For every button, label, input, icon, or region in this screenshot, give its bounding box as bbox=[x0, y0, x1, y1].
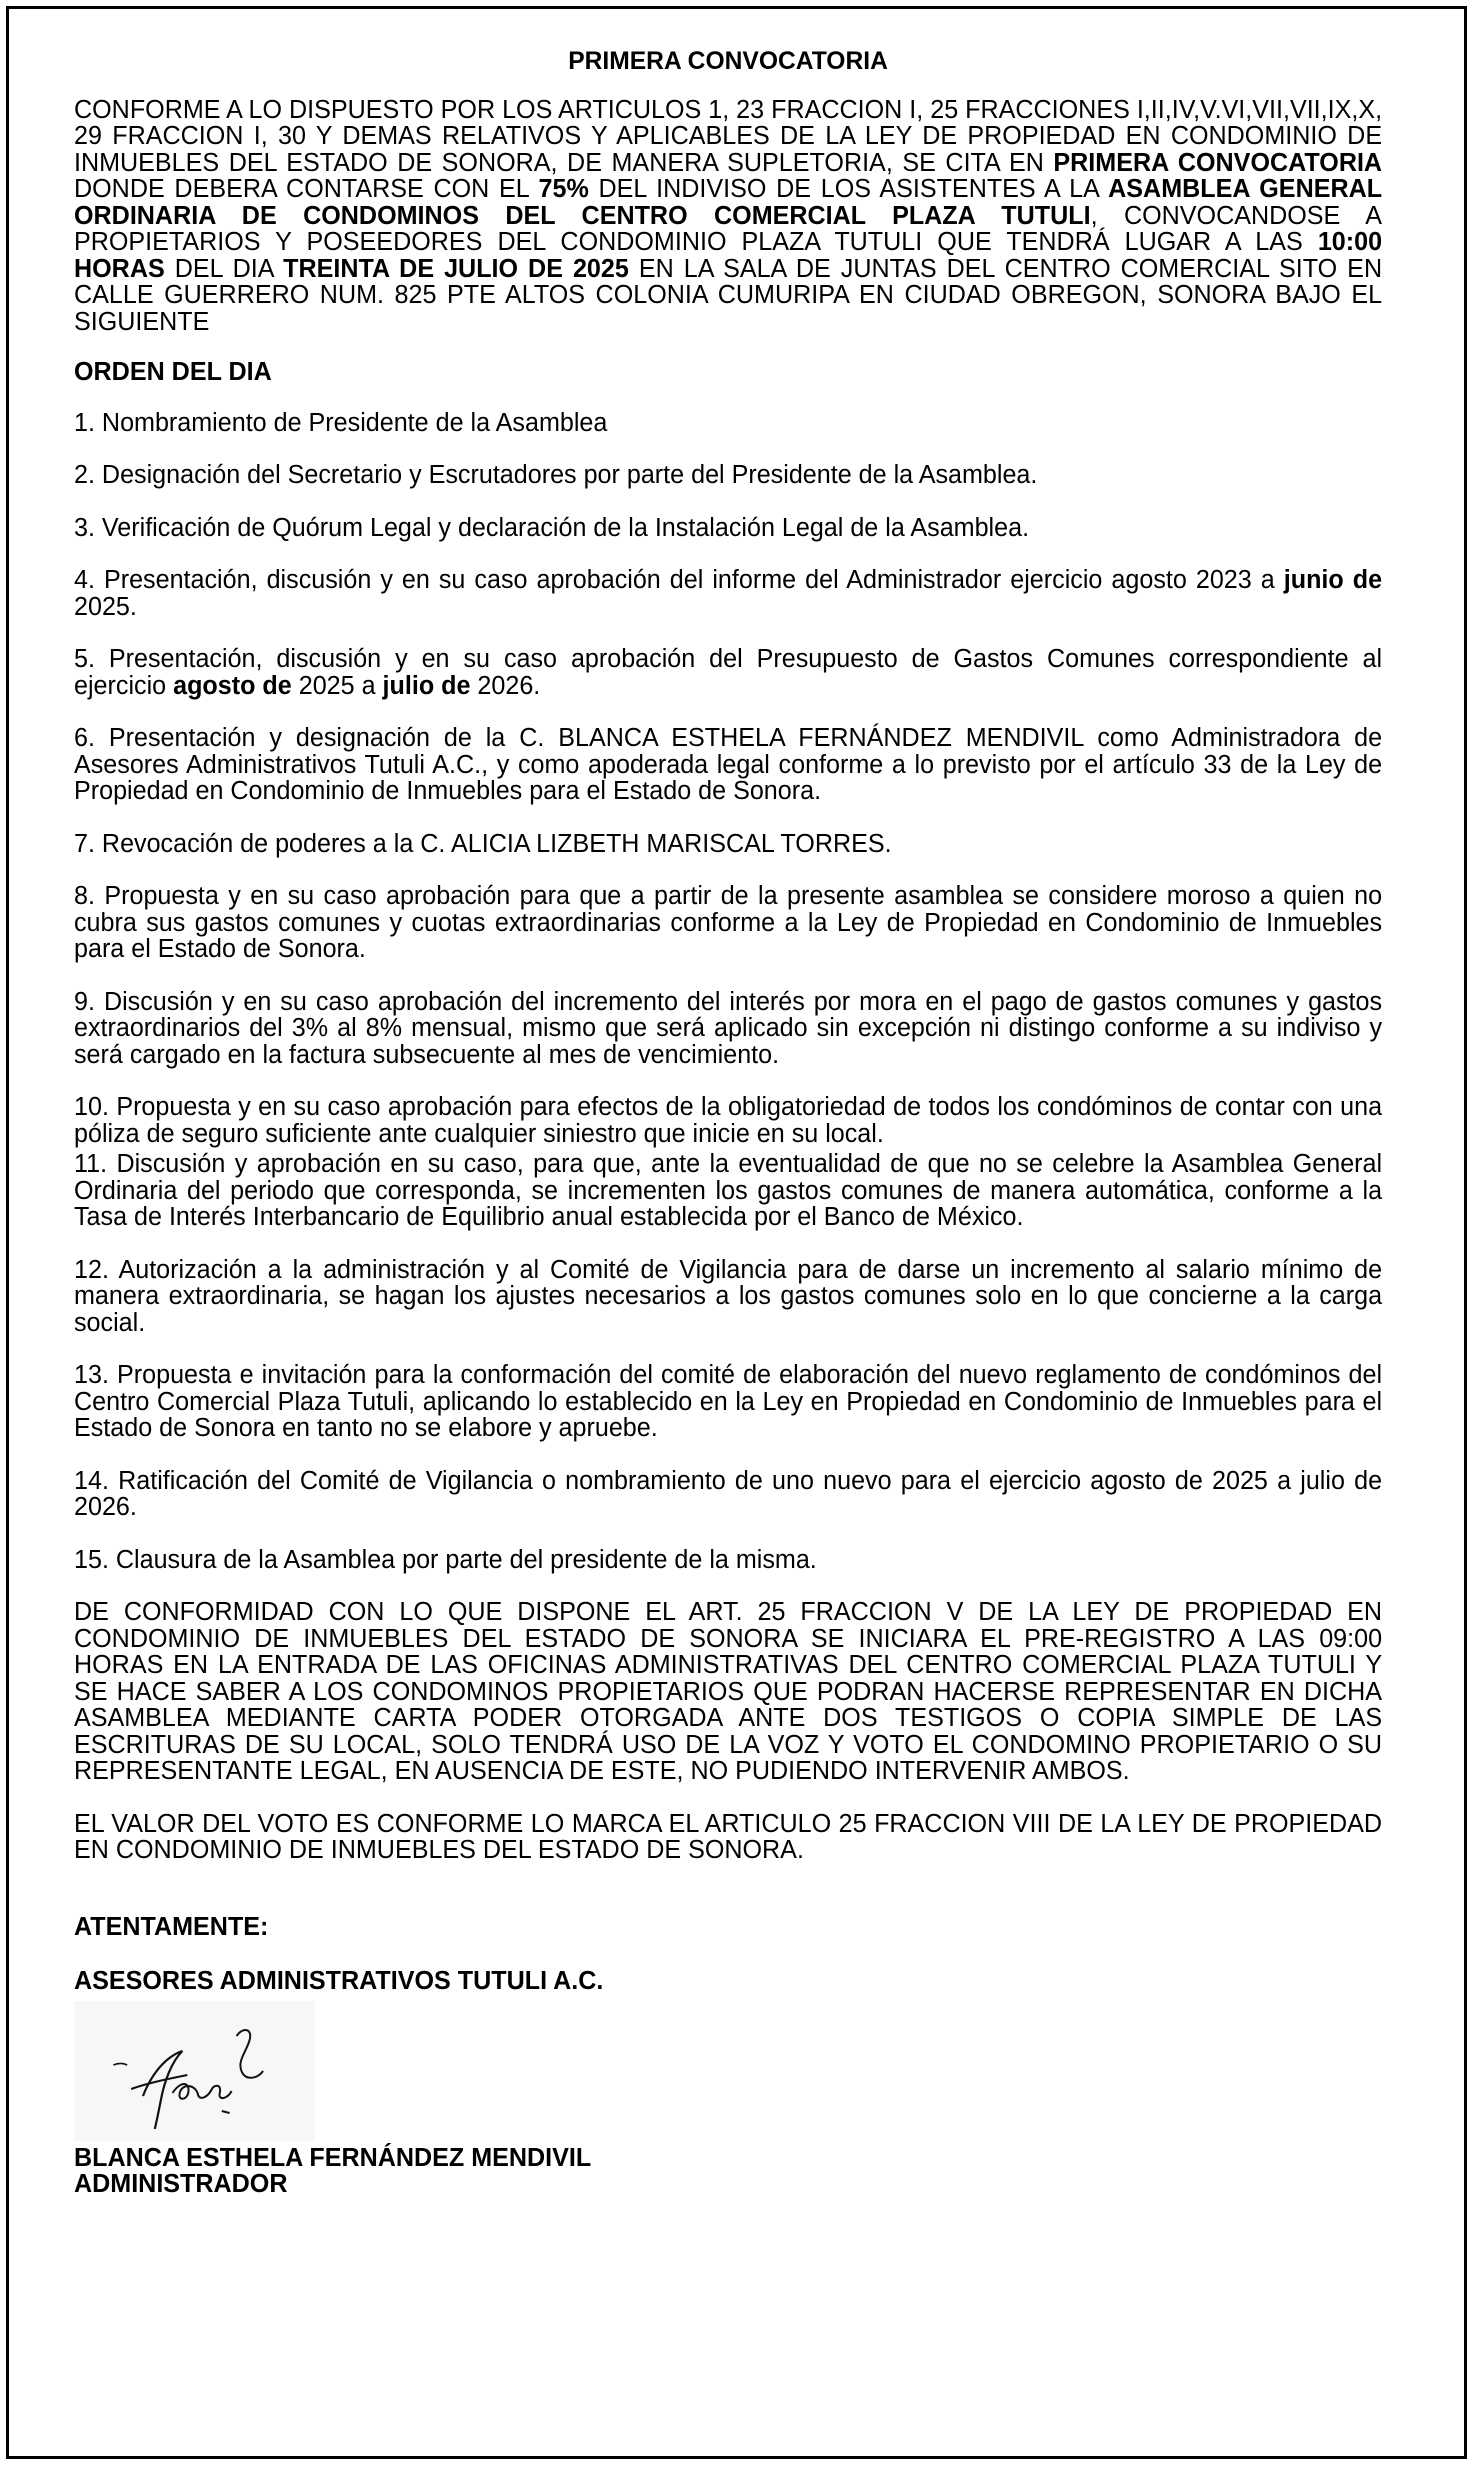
organization-name: ASESORES ADMINISTRATIVOS TUTULI A.C. bbox=[74, 1967, 604, 1995]
agenda-item-12: 12. Autorización a la administración y al Comité de Vigilancia para de darse un incremento al salario mínimo de manera extraordinaria, se hagan los ajustes necesarios a los gastos comunes solo en lo que concierne a la carga social. bbox=[74, 1255, 1383, 1337]
agenda-item-5-text-c: 2025 a bbox=[291, 671, 383, 700]
agenda-item-15: 15. Clausura de la Asamblea por parte del presidente de la misma. bbox=[74, 1545, 817, 1574]
intro-text-6: EN LA SALA DE JUNTAS DEL CENTRO COMERCIAL SITO EN CALLE GUERRERO NUM. 825 PTE ALTOS COLONIA CUMURIPA EN CIUDAD OBREGON, SONORA BAJO EL SIGUIENTE bbox=[74, 254, 1383, 336]
agenda-item-4 bbox=[74, 567, 1382, 620]
agenda-item-13: 13. Propuesta e invitación para la conformación del comité de elaboración del nuevo reglamento de condóminos del Centro Comercial Plaza Tutuli, aplicando lo establecido en la Ley en Propiedad en Condominio de Inmuebles para el Estado de Sonora en tanto no se elabore y apruebe. bbox=[74, 1361, 1383, 1442]
agenda-item-5-bold-d: julio de bbox=[382, 671, 471, 700]
agenda-item-10: 10. Propuesta y en su caso aprobación para efectos de la obligatoriedad de todos los condóminos de contar con una póliza de seguro suficiente ante cualquier siniestro que inicie en su local. bbox=[74, 1093, 1383, 1148]
signature-drawing bbox=[74, 2001, 315, 2141]
intro-text-3: DEL INDIVISO DE LOS ASISTENTES A LA bbox=[588, 175, 1109, 203]
agenda-item-4-text-a: 4. Presentación, discusión y en su caso aprobación del informe del Administrador ejercicio agosto 2023 a bbox=[74, 566, 1284, 594]
agenda-item-11: 11. Discusión y aprobación en su caso, para que, ante la eventualidad de que no se celebre la Asamblea General Ordinaria del periodo que corresponda, se incrementen los gastos comunes de manera automática, conforme a la Tasa de Interés Interbancario de Equilibrio anual establecida por el Banco de México. bbox=[74, 1150, 1383, 1231]
intro-bold-convocatoria: PRIMERA CONVOCATORIA bbox=[1053, 148, 1383, 177]
agenda-heading: ORDEN DEL DIA bbox=[74, 358, 272, 386]
closing-paragraph-registration: DE CONFORMIDAD CON LO QUE DISPONE EL ART. 25 FRACCION V DE LA LEY DE PROPIEDAD EN CONDOMINIO DE INMUEBLES DEL ESTADO DE SONORA SE INICIARA EL PRE-REGISTRO A LAS 09:00 HORAS EN LA ENTRADA DE LAS OFICINAS ADMINISTRATIVAS DEL CENTRO COMERCIAL PLAZA TUTULI Y SE HACE SABER A LOS CONDOMINOS PROPIETARIOS QUE PODRAN HACERSE REPRESENTAR EN DICHA ASAMBLEA MEDIANTE CARTA PODER OTORGADA ANTE DOS TESTIGOS O COPIA SIMPLE DE LAS ESCRITURAS DE SU LOCAL, SOLO TENDRÁ USO DE LA VOZ Y VOTO EL CONDOMINO PROPIETARIO O SU REPRESENTANTE LEGAL, EN AUSENCIA DE ESTE, NO PUDIENDO INTERVENIR AMBOS. bbox=[74, 1598, 1383, 1785]
agenda-item-7: 7. Revocación de poderes a la C. ALICIA LIZBETH MARISCAL TORRES. bbox=[74, 829, 892, 858]
intro-text-1: CONFORME A LO DISPUESTO POR LOS ARTICULOS 1, 23 FRACCION I, 25 FRACCIONES I,II,IV,V.VI,VII,VII,IX,X, 29 FRACCION I, 30 Y DEMAS RELATIVOS Y APLICABLES DE LA LEY DE PROPIEDAD EN CONDOMINIO DE INMUEBLES DEL ESTADO DE SONORA, DE MANERA SUPLETORIA, SE CITA EN bbox=[74, 95, 1383, 177]
intro-text-4: , CONVOCANDOSE A PROPIETARIOS Y POSEEDORES DEL CONDOMINIO PLAZA TUTULI QUE TENDRÁ LUGAR A LAS bbox=[74, 201, 1383, 256]
agenda-item-3: 3. Verificación de Quórum Legal y declaración de la Instalación Legal de la Asamblea. bbox=[74, 513, 1030, 542]
intro-bold-hour: 10:00 HORAS bbox=[74, 228, 1383, 283]
intro-paragraph bbox=[74, 97, 1382, 336]
intro-bold-asamblea: ASAMBLEA GENERAL ORDINARIA DE CONDOMINOS DEL CENTRO COMERCIAL PLAZA TUTULI bbox=[74, 175, 1383, 230]
closing-paragraph-vote: EL VALOR DEL VOTO ES CONFORME LO MARCA EL ARTICULO 25 FRACCION VIII DE LA LEY DE PROPIEDAD EN CONDOMINIO DE INMUEBLES DEL ESTADO DE SONORA. bbox=[74, 1809, 1383, 1864]
intro-text-2: DONDE DEBERA CONTARSE CON EL bbox=[74, 175, 539, 203]
agenda-item-1: 1. Nombramiento de Presidente de la Asamblea bbox=[74, 408, 608, 437]
document-title: PRIMERA CONVOCATORIA bbox=[568, 47, 888, 75]
agenda-item-4-bold: junio de bbox=[1283, 566, 1383, 594]
signatory-role: ADMINISTRADOR bbox=[74, 2170, 288, 2198]
agenda-item-2: 2. Designación del Secretario y Escrutadores por parte del Presidente de la Asamblea. bbox=[74, 461, 1038, 489]
agenda-item-4-text-c: 2025. bbox=[74, 592, 137, 621]
atentamente-label: ATENTAMENTE: bbox=[74, 1912, 269, 1941]
agenda-item-5-text-a: 5. Presentación, discusión y en su caso aprobación del Presupuesto de Gastos Comunes correspondiente al ejercicio bbox=[74, 645, 1383, 700]
handwritten-signature bbox=[74, 2001, 315, 2141]
intro-bold-date: TREINTA DE JULIO DE 2025 bbox=[283, 254, 629, 283]
agenda-item-5 bbox=[74, 646, 1382, 699]
intro-bold-percent: 75% bbox=[538, 175, 589, 203]
agenda-item-6: 6. Presentación y designación de la C. BLANCA ESTHELA FERNÁNDEZ MENDIVIL como Administradora de Asesores Administrativos Tutuli A.C., y como apoderada legal conforme a lo previsto por el artículo 33 de la Ley de Propiedad en Condominio de Inmuebles para el Estado de Sonora. bbox=[74, 724, 1383, 805]
agenda-item-5-bold-b: agosto de bbox=[173, 671, 292, 700]
intro-text-5: DEL DIA bbox=[164, 254, 284, 283]
agenda-item-14: 14. Ratificación del Comité de Vigilancia o nombramiento de uno nuevo para el ejercicio agosto de 2025 a julio de 2026. bbox=[74, 1466, 1383, 1521]
signatory-name: BLANCA ESTHELA FERNÁNDEZ MENDIVIL bbox=[74, 2143, 592, 2172]
agenda-item-9: 9. Discusión y en su caso aprobación del incremento del interés por mora en el pago de gastos comunes y gastos extraordinarios del 3% al 8% mensual, mismo que será aplicado sin excepción ni distingo conforme a su indiviso y será cargado en la factura subsecuente al mes de vencimiento. bbox=[74, 987, 1383, 1069]
convocatoria-document bbox=[74, 40, 1382, 2198]
agenda-item-8: 8. Propuesta y en su caso aprobación para que a partir de la presente asamblea se considere moroso a quien no cubra sus gastos comunes y cuotas extraordinarias conforme a la Ley de Propiedad en Condominio de Inmuebles para el Estado de Sonora. bbox=[74, 882, 1383, 963]
agenda-item-5-text-e: 2026. bbox=[470, 671, 541, 700]
